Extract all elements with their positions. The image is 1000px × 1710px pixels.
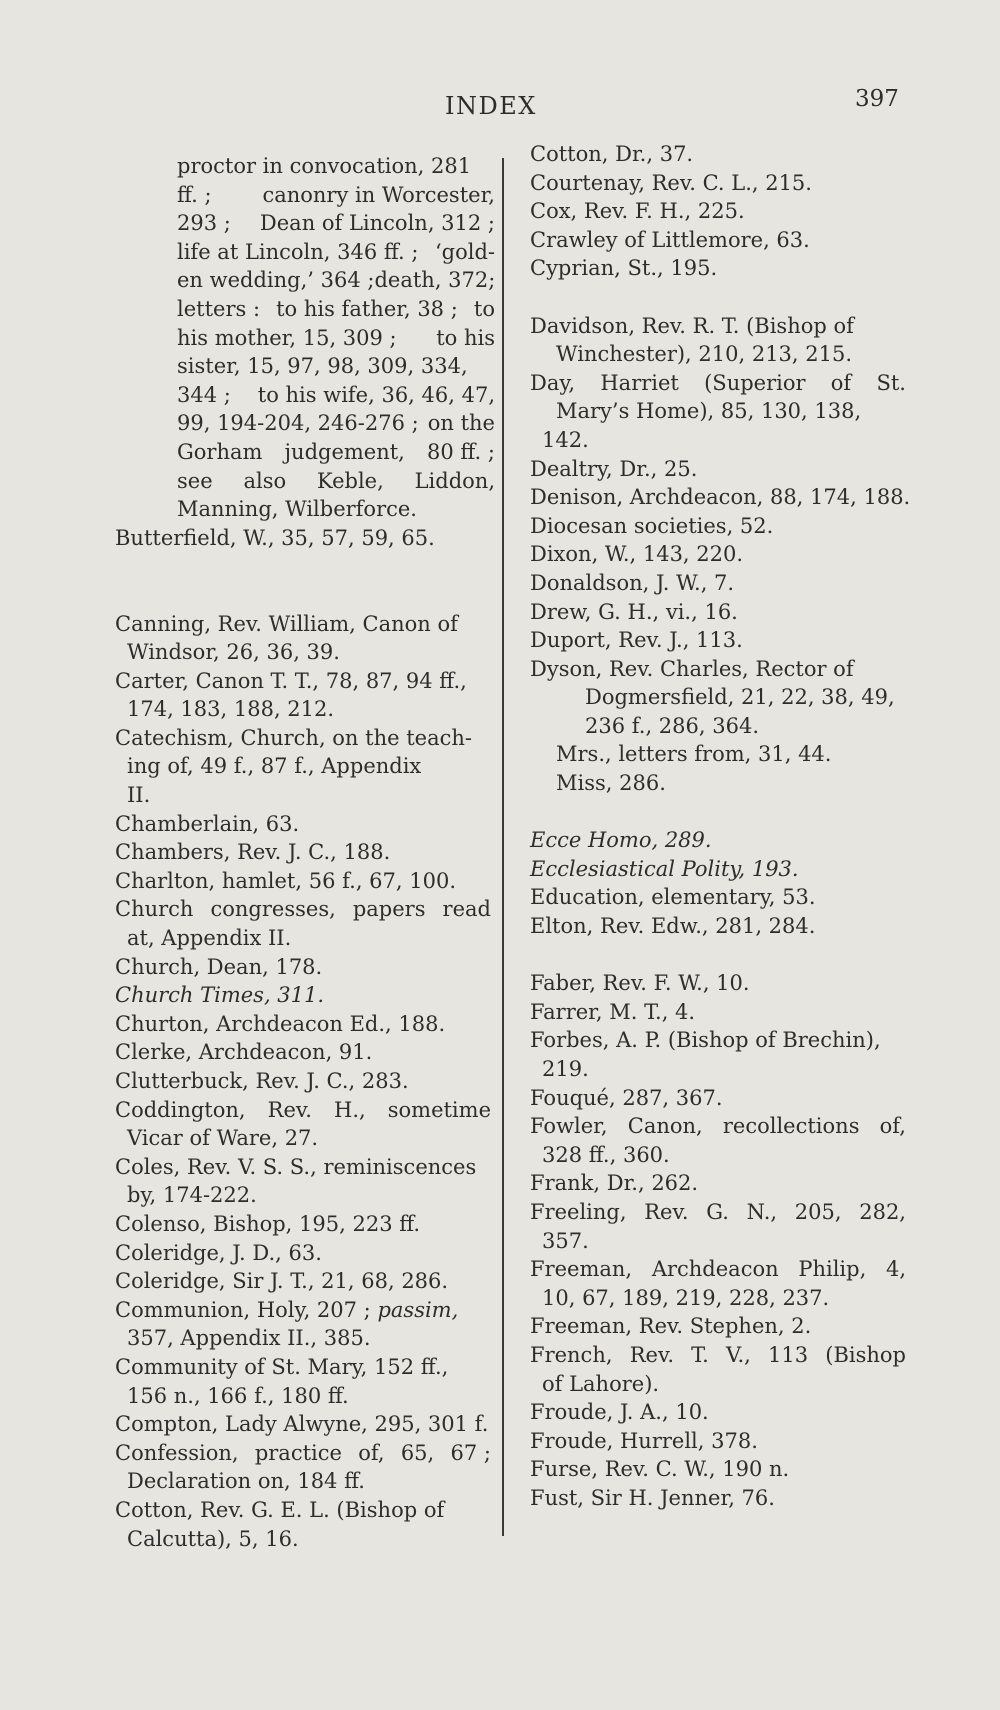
index-entry: Diocesan societies, 52. — [530, 513, 774, 538]
index-entry: French, Rev. T. V., 113 (Bishop — [530, 1342, 906, 1367]
column-divider — [502, 158, 504, 1536]
index-entry: Cyprian, St., 195. — [530, 256, 718, 281]
index-line: Manning, Wilberforce. — [177, 497, 417, 522]
index-entry: Forbes, A. P. (Bishop of Brechin), — [530, 1028, 881, 1053]
index-entry: Furse, Rev. C. W., 190 n. — [530, 1457, 790, 1482]
letter-group-gap — [530, 798, 910, 827]
index-entry: Fouqué, 287, 367. — [530, 1085, 723, 1110]
index-line: Windsor, 26, 36, 39. — [127, 640, 340, 665]
index-entry: Communion, Holy, 207 ; passim, — [115, 1297, 459, 1322]
index-entry: Clerke, Archdeacon, 91. — [115, 1040, 373, 1065]
index-line: 174, 183, 188, 212. — [127, 697, 335, 722]
index-entry: Davidson, Rev. R. T. (Bishop of — [530, 313, 854, 338]
index-line: sister, 15, 97, 98, 309, 334, — [177, 354, 468, 379]
index-subentry: Miss, 286. — [556, 771, 666, 796]
index-line: proctor in convocation, 281 — [177, 154, 472, 178]
index-entry: Ecclesiastical Polity, 193. — [530, 856, 799, 881]
index-entry: Freeman, Rev. Stephen, 2. — [530, 1314, 812, 1339]
running-head: INDEX — [445, 92, 537, 120]
index-line: Gorham judgement, 80 ff. ; — [177, 439, 495, 464]
index-line: 328 ff., 360. — [542, 1142, 670, 1167]
index-entry: Clutterbuck, Rev. J. C., 283. — [115, 1069, 409, 1093]
index-line: his mother, 15, 309 ; to his — [177, 325, 495, 350]
index-entry: Canning, Rev. William, Canon of — [115, 611, 458, 636]
index-line: letters : to his father, 38 ; to — [177, 296, 495, 321]
index-line: life at Lincoln, 346 ff. ; ‘gold- — [177, 239, 495, 264]
index-line: 99, 194-204, 246-276 ; on the — [177, 411, 495, 436]
index-entry: Dyson, Rev. Charles, Rector of — [530, 656, 854, 681]
index-entry: Coleridge, Sir J. T., 21, 68, 286. — [115, 1269, 449, 1294]
index-entry: Dixon, W., 143, 220. — [530, 542, 744, 567]
index-line: 344 ; to his wife, 36, 46, 47, — [177, 382, 495, 407]
letter-group-gap — [115, 581, 495, 610]
index-entry: Community of St. Mary, 152 ff., — [115, 1354, 449, 1379]
index-line: see also Keble, Liddon, — [177, 468, 495, 493]
index-entry: Colenso, Bishop, 195, 223 ff. — [115, 1211, 421, 1236]
index-entry: Butterfield, W., 35, 57, 59, 65. — [115, 525, 435, 550]
index-entry: Freeman, Archdeacon Philip, 4, — [530, 1257, 906, 1282]
index-entry: Ecce Homo, 289. — [530, 828, 712, 853]
index-entry: Courtenay, Rev. C. L., 215. — [530, 170, 812, 195]
index-line: Dogmersfield, 21, 22, 38, 49, — [585, 685, 895, 710]
index-entry: Drew, G. H., vi., 16. — [530, 599, 738, 624]
letter-group-gap — [530, 941, 910, 970]
index-entry: Cox, Rev. F. H., 225. — [530, 199, 745, 224]
index-line: 357. — [542, 1228, 589, 1253]
letter-group-gap — [115, 552, 495, 581]
index-line: by, 174-222. — [127, 1183, 257, 1208]
index-entry: Churton, Archdeacon Ed., 188. — [115, 1011, 446, 1036]
index-entry: Cotton, Dr., 37. — [530, 142, 694, 166]
index-line: 293 ; Dean of Lincoln, 312 ; — [177, 211, 495, 236]
index-entry: Catechism, Church, on the teach- — [115, 725, 472, 750]
index-entry: Fowler, Canon, recollections of, — [530, 1114, 906, 1139]
index-entry: Freeling, Rev. G. N., 205, 282, — [530, 1199, 906, 1224]
right-column — [530, 140, 910, 1513]
index-subentry: Mrs., letters from, 31, 44. — [556, 742, 832, 767]
index-entry: Chambers, Rev. J. C., 188. — [115, 840, 391, 865]
index-entry: Cotton, Rev. G. E. L. (Bishop of — [115, 1497, 445, 1522]
index-entry: Froude, Hurrell, 378. — [530, 1428, 758, 1453]
index-line: Vicar of Ware, 27. — [127, 1126, 319, 1151]
index-entry: Duport, Rev. J., 113. — [530, 628, 743, 653]
index-entry: Confession, practice of, 65, 67 ; — [115, 1440, 491, 1465]
index-line: en wedding,’ 364 ; death, 372; — [177, 268, 496, 293]
index-line: Winchester), 210, 213, 215. — [556, 342, 853, 367]
index-entry: Denison, Archdeacon, 88, 174, 188. — [530, 485, 911, 510]
index-line: II. — [127, 783, 151, 808]
index-entry: Farrer, M. T., 4. — [530, 999, 696, 1024]
index-line: of Lahore). — [542, 1371, 660, 1396]
index-entry: Church congresses, papers read — [115, 897, 491, 922]
index-line: 357, Appendix II., 385. — [127, 1326, 371, 1351]
index-entry: Donaldson, J. W., 7. — [530, 570, 735, 595]
index-line: at, Appendix II. — [127, 926, 292, 951]
index-entry: Church Times, 311. — [115, 983, 325, 1008]
index-entry: Dealtry, Dr., 25. — [530, 456, 698, 481]
index-entry: Coles, Rev. V. S. S., reminiscences — [115, 1154, 477, 1179]
index-entry: Chamberlain, 63. — [115, 811, 300, 836]
left-column — [115, 152, 495, 1553]
index-entry: Education, elementary, 53. — [530, 885, 816, 910]
index-entry: Carter, Canon T. T., 78, 87, 94 ff., — [115, 668, 467, 693]
index-entry: Faber, Rev. F. W., 10. — [530, 971, 750, 996]
index-entry: Fust, Sir H. Jenner, 76. — [530, 1485, 775, 1510]
letter-group-gap — [530, 283, 910, 312]
index-line: 142. — [542, 427, 589, 452]
index-line: Declaration on, 184 ff. — [127, 1469, 365, 1494]
index-entry: Froude, J. A., 10. — [530, 1400, 709, 1425]
index-line: Calcutta), 5, 16. — [127, 1526, 299, 1551]
index-entry: Compton, Lady Alwyne, 295, 301 f. — [115, 1412, 489, 1437]
index-entry: Charlton, hamlet, 56 f., 67, 100. — [115, 868, 456, 893]
index-line: ing of, 49 f., 87 f., Appendix — [127, 754, 422, 779]
index-entry: Frank, Dr., 262. — [530, 1171, 699, 1196]
page-number: 397 — [855, 86, 899, 112]
index-line: 219. — [542, 1057, 589, 1081]
index-entry: Crawley of Littlemore, 63. — [530, 227, 810, 252]
index-line: 156 n., 166 f., 180 ff. — [127, 1383, 349, 1408]
index-entry: Day, Harriet (Superior of St. — [530, 370, 906, 395]
index-entry: Elton, Rev. Edw., 281, 284. — [530, 914, 816, 939]
index-line: 236 f., 286, 364. — [585, 713, 759, 738]
index-entry: Church, Dean, 178. — [115, 954, 323, 979]
index-line: ff. ; canonry in Worcester, — [177, 182, 495, 207]
index-line: 10, 67, 189, 219, 228, 237. — [542, 1285, 830, 1310]
index-line: Mary’s Home), 85, 130, 138, — [556, 399, 862, 424]
index-entry: Coleridge, J. D., 63. — [115, 1240, 322, 1265]
index-entry: Coddington, Rev. H., sometime — [115, 1097, 491, 1122]
